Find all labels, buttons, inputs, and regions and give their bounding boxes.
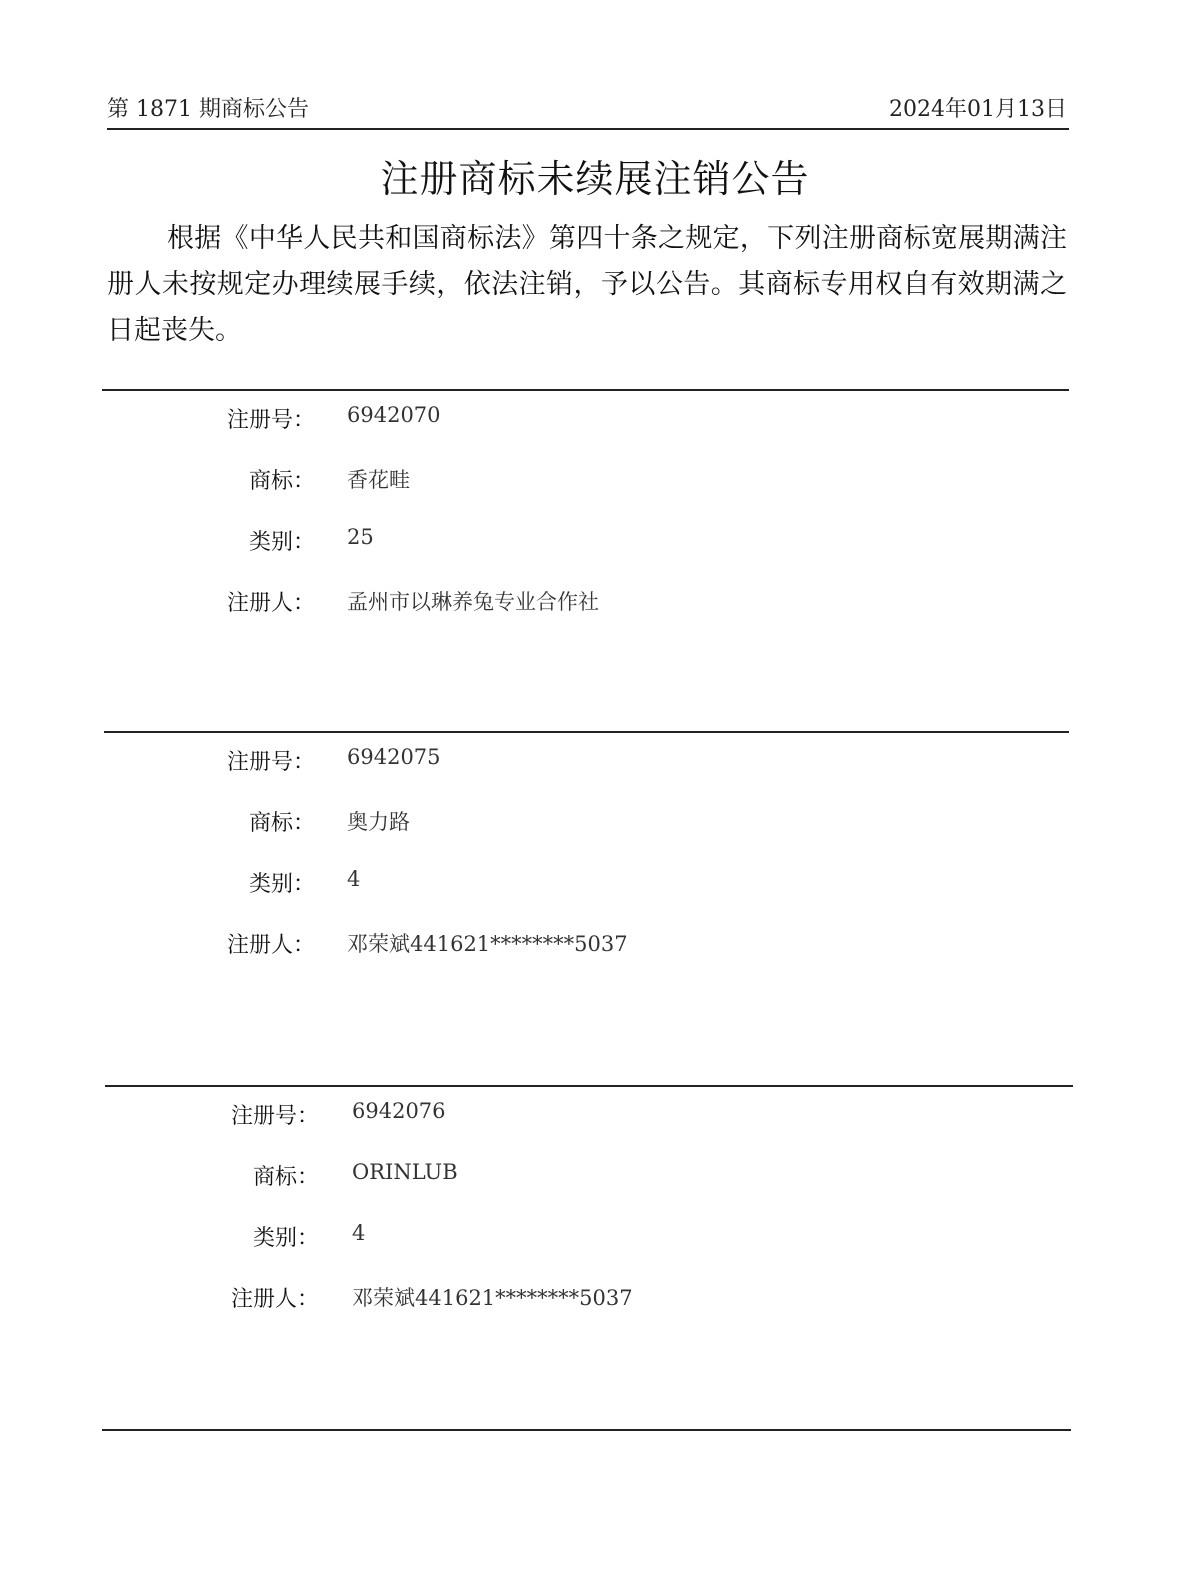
registrant-row (0, 1282, 1190, 1343)
page-header (107, 92, 1067, 124)
class-row (0, 867, 1190, 928)
reg-no-value: 6942076 (352, 1099, 446, 1123)
mark-label: 商标： (248, 469, 315, 494)
reg-no-value: 6942075 (347, 745, 441, 769)
registrant-value: 邓荣斌441621********5037 (347, 932, 628, 956)
registrant-value: 孟州市以琳养兔专业合作社 (347, 590, 599, 614)
header-divider (107, 128, 1069, 130)
reg-no-row (0, 403, 1190, 464)
record-entry (0, 403, 1190, 647)
class-label: 类别： (248, 530, 315, 555)
class-value: 4 (347, 867, 361, 891)
class-value: 25 (347, 525, 374, 549)
registrant-label: 注册人： (226, 933, 315, 958)
reg-no-label: 注册号： (230, 1104, 319, 1129)
class-row (0, 1221, 1190, 1282)
record-divider (105, 1085, 1073, 1087)
issue-number: 第 1871 期商标公告 (107, 97, 309, 122)
page-title: 注册商标未续展注销公告 (380, 157, 810, 201)
mark-value: ORINLUB (352, 1160, 458, 1184)
reg-no-label: 注册号： (226, 750, 315, 775)
mark-row (0, 1160, 1190, 1221)
intro-paragraph: 根据《中华人民共和国商标法》第四十条之规定，下列注册商标宽展期满注册人未按规定办理续展手续，依法注销，予以公告。其商标专用权自有效期满之日起丧失。 (107, 223, 1067, 346)
registrant-row (0, 928, 1190, 989)
reg-no-row (0, 1099, 1190, 1160)
record-entry (0, 1099, 1190, 1343)
registrant-value: 邓荣斌441621********5037 (352, 1286, 633, 1310)
mark-value: 奥力路 (347, 810, 410, 834)
reg-no-label: 注册号： (226, 408, 315, 433)
record-divider (102, 1429, 1071, 1431)
class-value: 4 (352, 1221, 366, 1245)
publication-date: 2024年01月13日 (889, 97, 1067, 122)
class-label: 类别： (252, 1226, 319, 1251)
registrant-label: 注册人： (230, 1287, 319, 1312)
mark-value: 香花畦 (347, 468, 410, 492)
registrant-label: 注册人： (226, 591, 315, 616)
mark-label: 商标： (252, 1165, 319, 1190)
mark-row (0, 464, 1190, 525)
registrant-row (0, 586, 1190, 647)
mark-label: 商标： (248, 811, 315, 836)
record-entry (0, 745, 1190, 989)
reg-no-value: 6942070 (347, 403, 441, 427)
record-divider (102, 389, 1069, 391)
class-row (0, 525, 1190, 586)
mark-row (0, 806, 1190, 867)
class-label: 类别： (248, 872, 315, 897)
reg-no-row (0, 745, 1190, 806)
record-divider (104, 731, 1069, 733)
